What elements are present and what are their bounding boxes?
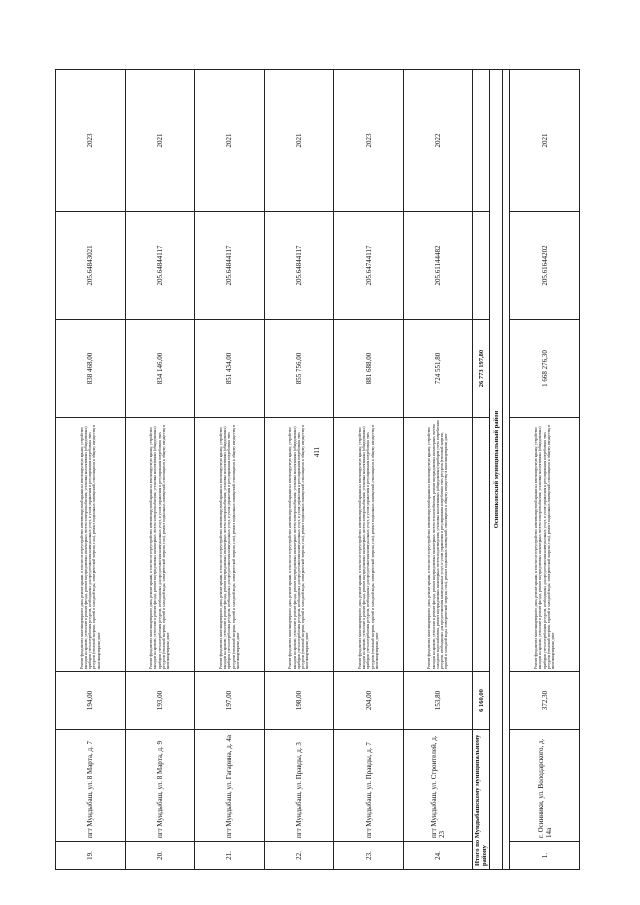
subtotal-row <box>473 70 490 870</box>
code-cell: 205.61144482 <box>403 212 473 320</box>
area-cell: 153,80 <box>403 672 473 730</box>
works-cell: Ремонт фундамента многоквартирного дома, ремонт крыши, в том числе переустройство невентилируемой крыши на вентилируемую крышу, устройство выходов на кровлю, утепление и ремонт фасада, ремонт внутридомовых инженерных систем электроснабжения, установка коллективных (общедомовых) приборов учета потребления ресурсов, необходимых для предоставления коммунальных услуг, и узлов управления и регулирования потребления этих ресурсов (тепловой энергии, горячей и холодной воды, электрической энергии, газа), ремонт подвальных помещений, относящихся к общему имуществу в многоквартирном доме <box>195 418 265 672</box>
cost-cell: 1 668 276,30 <box>510 320 580 418</box>
page-number: 411 <box>313 446 322 458</box>
spacer-cell <box>503 70 510 870</box>
subtotal-empty <box>473 418 490 672</box>
district-heading-row <box>490 70 503 870</box>
cost-cell: 881 688,00 <box>334 320 404 418</box>
cost-cell: 834 146,00 <box>125 320 195 418</box>
subtotal-empty <box>473 212 490 320</box>
table-row <box>510 70 580 870</box>
table-row <box>125 70 195 870</box>
area-cell: 198,00 <box>264 672 334 730</box>
works-cell: Ремонт фундамента многоквартирного дома, ремонт крыши, в том числе переустройство невентилируемой крыши на вентилируемую крышу, устройство выходов на кровлю, утепление и ремонт фасада, ремонт внутридомовых инженерных систем электроснабжения, установка коллективных (общедомовых) приборов учета потребления ресурсов, необходимых для предоставления коммунальных услуг, и узлов управления и регулирования потребления этих ресурсов (тепловой энергии, горячей и холодной воды, электрической энергии, газа), ремонт подвальных помещений, относящихся к общему имуществу в многоквартирном доме <box>56 418 126 672</box>
code-cell: 205.61644202 <box>510 212 580 320</box>
year-cell: 2021 <box>264 70 334 212</box>
row-number: 24. <box>403 842 473 870</box>
works-cell: Ремонт фундамента многоквартирного дома, ремонт крыши, в том числе переустройство невентилируемой крыши на вентилируемую крышу, устройство выходов на кровлю, утепление и ремонт фасада, ремонт внутридомовых инженерных систем электроснабжения, установка коллективных (общедомовых) приборов учета потребления ресурсов, необходимых для предоставления коммунальных услуг, и узлов управления и регулирования потребления этих ресурсов (тепловой энергии, горячей и холодной воды, электрической энергии, газа), ремонт подвальных помещений, относящихся к общему имуществу в многоквартирном доме <box>334 418 404 672</box>
works-cell: Ремонт фундамента многоквартирного дома, ремонт крыши, в том числе переустройство невентилируемой крыши на вентилируемую крышу, устройство выходов на кровлю, утепление и ремонт фасада, ремонт внутридомовых инженерных систем теплоснабжения, ремонт внутридомовых инженерных систем холодного водоснабжения, ремонт внутридомовых инженерных систем водоотведения, установка коллективных (общедомовых) приборов учета потребления ресурсов, необходимых для предоставления коммунальных услуг, и узлов управления и регулирования потребления этих ресурсов (тепловой энергии, горячей и холодной воды, электрической энергии, газа), ремонт подвальных помещений, относящихся к общему имуществу в многоквартирном доме <box>403 418 473 672</box>
row-number: 20. <box>125 842 195 870</box>
area-cell: 194,00 <box>56 672 126 730</box>
year-cell: 2023 <box>334 70 404 212</box>
district-heading: Осинниковский муниципальный район <box>490 70 503 870</box>
cost-cell: 724 551,80 <box>403 320 473 418</box>
address-cell: пгт Мундыбаш, ул. Гагарина, д. 4а <box>195 730 265 842</box>
table-row <box>195 70 265 870</box>
table-row <box>56 70 126 870</box>
row-number: 21. <box>195 842 265 870</box>
subtotal-empty <box>473 70 490 212</box>
area-cell: 193,00 <box>125 672 195 730</box>
area-cell: 372,30 <box>510 672 580 730</box>
area-cell: 197,00 <box>195 672 265 730</box>
year-cell: 2021 <box>510 70 580 212</box>
code-cell: 205.64844117 <box>195 212 265 320</box>
cost-cell: 855 756,00 <box>264 320 334 418</box>
rotated-table-container <box>55 70 580 870</box>
cost-cell: 838 468,00 <box>56 320 126 418</box>
year-cell: 2022 <box>403 70 473 212</box>
works-cell: Ремонт фундамента многоквартирного дома, ремонт крыши, в том числе переустройство невентилируемой крыши на вентилируемую крышу, устройство выходов на кровлю, утепление и ремонт фасада, ремонт внутридомовых инженерных систем электроснабжения, установка коллективных (общедомовых) приборов учета потребления ресурсов, необходимых для предоставления коммунальных услуг, и узлов управления и регулирования потребления этих ресурсов (тепловой энергии, горячей и холодной воды, электрической энергии, газа), ремонт подвальных помещений, относящихся к общему имуществу в многоквартирном доме <box>125 418 195 672</box>
code-cell: 205.64843021 <box>56 212 126 320</box>
code-cell: 205.64844117 <box>264 212 334 320</box>
code-cell: 205.64844117 <box>125 212 195 320</box>
cost-cell: 851 434,00 <box>195 320 265 418</box>
capital-repair-table <box>55 69 580 870</box>
row-number: 23. <box>334 842 404 870</box>
year-cell: 2021 <box>195 70 265 212</box>
subtotal-cost: 26 773 197,80 <box>473 320 490 418</box>
subtotal-label: Итого по Мундыбашскому муниципальному району <box>473 730 490 870</box>
table-body <box>56 70 580 870</box>
subtotal-area: 6 160,00 <box>473 672 490 730</box>
row-number: 19. <box>56 842 126 870</box>
address-cell: пгт Мундыбаш, ул. Строителей, д. 23 <box>403 730 473 842</box>
year-cell: 2023 <box>56 70 126 212</box>
works-cell: Ремонт фундамента многоквартирного дома, ремонт крыши, в том числе переустройство невентилируемой крыши на вентилируемую крышу, устройство выходов на кровлю, утепление и ремонт фасада, ремонт внутридомовых инженерных систем электроснабжения, установка коллективных (общедомовых) приборов учета потребления ресурсов, необходимых для предоставления коммунальных услуг, и узлов управления и регулирования потребления этих ресурсов (тепловой энергии, горячей и холодной воды, электрической энергии, газа), ремонт подвальных помещений, относящихся к общему имуществу в многоквартирном доме <box>510 418 580 672</box>
year-cell: 2021 <box>125 70 195 212</box>
address-cell: пгт Мундыбаш, ул. Правды, д. 3 <box>264 730 334 842</box>
table-row <box>334 70 404 870</box>
area-cell: 204,00 <box>334 672 404 730</box>
row-number: 22. <box>264 842 334 870</box>
spacer-row <box>503 70 510 870</box>
address-cell: г. Осинники, ул. Володарского, д. 14а <box>510 730 580 842</box>
address-cell: пгт Мундыбаш, ул. Правды, д. 7 <box>334 730 404 842</box>
code-cell: 205.64744117 <box>334 212 404 320</box>
row-number: 1. <box>510 842 580 870</box>
table-row <box>264 70 334 870</box>
works-cell: Ремонт фундамента многоквартирного дома, ремонт крыши, в том числе переустройство невентилируемой крыши на вентилируемую крышу, устройство выходов на кровлю, утепление и ремонт фасада, ремонт внутридомовых инженерных систем электроснабжения, установка коллективных (общедомовых) приборов учета потребления ресурсов, необходимых для предоставления коммунальных услуг, и узлов управления и регулирования потребления этих ресурсов (тепловой энергии, горячей и холодной воды, электрической энергии, газа), ремонт подвальных помещений, относящихся к общему имуществу в многоквартирном доме <box>264 418 334 672</box>
address-cell: пгт Мундыбаш, ул. 8 Марта, д. 7 <box>56 730 126 842</box>
table-row <box>403 70 473 870</box>
address-cell: пгт Мундыбаш, ул. 8 Марта, д. 9 <box>125 730 195 842</box>
